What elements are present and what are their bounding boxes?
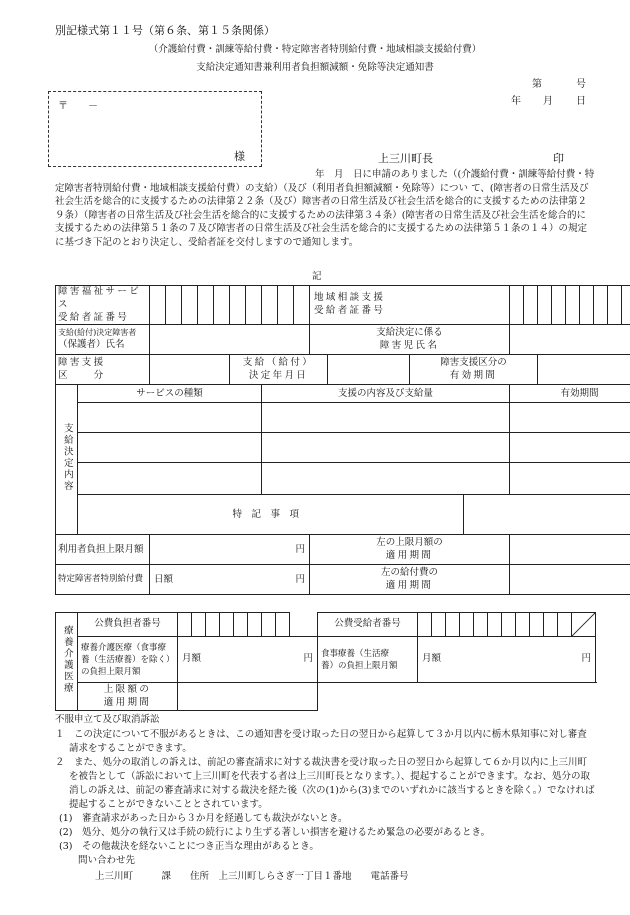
category-valid-period-field[interactable] — [538, 355, 630, 385]
valid-period-cell[interactable] — [510, 463, 630, 495]
recipient-number-digit[interactable] — [166, 286, 182, 325]
valid-period-cell[interactable] — [510, 433, 630, 463]
community-number-digit[interactable] — [594, 286, 608, 325]
community-number-digit[interactable] — [510, 286, 524, 325]
form-subtitle-benefits: （介護給付費・訓練等給付費・特定障害者特別給付費・地域相談支援給付費） — [148, 44, 482, 55]
benefit-period-label: 左の給付費の 適用期間 — [310, 565, 510, 595]
decision-date-label: 支給（給付） 決定年月日 — [230, 355, 328, 385]
recipient-number-digit[interactable] — [230, 286, 246, 325]
table-gap — [290, 613, 318, 637]
daily-amount-label: 日額 — [154, 574, 174, 586]
recipient-address-box — [48, 91, 262, 167]
valid-period-cell[interactable] — [510, 403, 630, 433]
public-recipient-digit[interactable] — [446, 613, 460, 637]
recipient-number-digit[interactable] — [278, 286, 294, 325]
recipient-number-label: 障害福祉サービス 受給者証番号 — [56, 286, 150, 325]
user-limit-label: 利用者負担上限月額 — [56, 535, 150, 565]
recipient-number-digit[interactable] — [198, 286, 214, 325]
unused-slashed-cell — [572, 613, 596, 637]
ki-heading: 記 — [312, 271, 322, 282]
recipient-number-digit[interactable] — [214, 286, 230, 325]
recipient-honorific: 様 — [234, 150, 245, 163]
limit-period-label: 左の上限月額の 適用期間 — [310, 535, 510, 565]
appeal-sub-item: (3) その他裁決を経ないことにつき正当な理由があるとき。 — [59, 841, 319, 852]
public-recipient-digit[interactable] — [474, 613, 488, 637]
form-number: 別記様式第１１号（第６条、第１５条関係） — [55, 24, 275, 37]
support-amount-header: 支援の内容及び支給量 — [262, 385, 510, 403]
special-notes-label: 特記事項 — [78, 495, 464, 535]
child-name-label: 支給決定に係る 障害児氏名 — [310, 325, 510, 355]
support-category-label: 障害支援 区 分 — [56, 355, 150, 385]
service-type-cell[interactable] — [78, 463, 262, 495]
public-recipient-digit[interactable] — [530, 613, 544, 637]
community-number-digit[interactable] — [538, 286, 552, 325]
public-payer-digit[interactable] — [234, 613, 248, 637]
community-number-digit[interactable] — [566, 286, 580, 325]
date-month-label: 月 — [543, 96, 553, 107]
decision-person-name-field[interactable] — [150, 325, 310, 355]
community-number-digit[interactable] — [552, 286, 566, 325]
inquiry-contact-line: 上三川町 課 住所 上三川町しらさぎ一丁目１番地 電話番号 — [95, 871, 409, 882]
valid-period-header: 有効期間 — [510, 385, 630, 403]
special-notes-field[interactable] — [464, 495, 630, 535]
content-vertical-label: 支給決定内容 — [56, 385, 78, 535]
medical-limit-period-field[interactable] — [178, 683, 318, 711]
community-number-digit[interactable] — [622, 286, 630, 325]
community-number-label: 地域相談支援 受給者証番号 — [310, 286, 510, 325]
yen-unit: 円 — [581, 653, 592, 664]
benefit-period-field[interactable] — [510, 565, 630, 595]
yen-unit: 円 — [295, 543, 306, 555]
recipient-number-digit[interactable] — [150, 286, 166, 325]
support-amount-cell[interactable] — [262, 463, 510, 495]
public-recipient-digit[interactable] — [488, 613, 502, 637]
child-name-field[interactable] — [510, 325, 630, 355]
yen-unit: 円 — [295, 574, 306, 586]
medical-limit-period-label: 上限額の 適用期間 — [78, 683, 178, 711]
special-benefit-label: 特定障害者特別給付費 — [56, 565, 150, 595]
monthly-label: 月額 — [182, 653, 202, 664]
decision-date-field[interactable] — [328, 355, 410, 385]
medical-care-table — [55, 612, 596, 711]
public-recipient-digit[interactable] — [432, 613, 446, 637]
medical-limit-field[interactable] — [178, 637, 318, 683]
issuer-name: 上三川町長 — [378, 152, 433, 165]
recipient-number-digit[interactable] — [262, 286, 278, 325]
special-benefit-field[interactable] — [150, 565, 310, 595]
inquiry-label: 問い合わせ先 — [78, 855, 136, 866]
meal-limit-field[interactable] — [418, 637, 596, 683]
appeal-note-item: ２ また、処分の取消しの訴えは、前記の審査請求に対する裁決書を受け取った日の翌日から起算して６か月以内に上三川町を被告として（訴訟において上三川町を代表する者は上三川町長となります。）、提起することができます。なお、処分の取消しの訴えは、前記の審査請求に対する裁決を経た後（次の(1)から(3)までのいずれかに該当するときを除く。）でなければ提起することができないこととされています。 — [55, 757, 595, 810]
category-valid-period-label: 障害支援区分の 有効期間 — [410, 355, 538, 385]
public-recipient-digit[interactable] — [558, 613, 572, 637]
public-payer-digit[interactable] — [192, 613, 206, 637]
appeal-notes — [55, 728, 595, 854]
appeal-note-item: １ この決定について不服があるときは、この通知書を受け取った日の翌日から起算して３か月以内に栃木県知事に対し審査請求をすることができます。 — [55, 729, 587, 754]
service-type-cell[interactable] — [78, 403, 262, 433]
public-payer-digit[interactable] — [276, 613, 290, 637]
date-day-label: 日 — [576, 96, 586, 107]
empty-area — [318, 683, 596, 711]
decision-table — [55, 285, 630, 595]
support-amount-cell[interactable] — [262, 433, 510, 463]
public-payer-digit[interactable] — [248, 613, 262, 637]
public-payer-digit[interactable] — [220, 613, 234, 637]
date-year-label: 年 — [511, 96, 521, 107]
recipient-number-digit[interactable] — [246, 286, 262, 325]
recipient-number-digit[interactable] — [182, 286, 198, 325]
public-recipient-digit[interactable] — [418, 613, 432, 637]
community-number-digit[interactable] — [608, 286, 622, 325]
public-payer-digit[interactable] — [206, 613, 220, 637]
public-recipient-label: 公費受給者番号 — [318, 613, 418, 637]
decision-person-label: 支給(給付)決定障害者 （保護者）氏名 — [56, 325, 150, 355]
postal-dash: － — [88, 101, 98, 112]
support-category-field[interactable] — [150, 355, 230, 385]
form-title: 支給決定通知書兼利用者負担額減額・免除等決定通知書 — [196, 62, 434, 73]
limit-period-field[interactable] — [510, 535, 630, 565]
monthly-label: 月額 — [422, 653, 442, 664]
support-amount-cell[interactable] — [262, 403, 510, 433]
public-payer-label: 公費負担者番号 — [78, 613, 178, 637]
appeal-notes-title: 不服申立て及び取消訴訟 — [55, 714, 160, 725]
medical-vertical-label: 療養介護医療 — [56, 613, 78, 711]
meal-limit-label: 食事療養（生活療 養）の負担上限月額 — [318, 637, 418, 683]
document-number-suffix: 号 — [576, 79, 586, 90]
public-recipient-digit[interactable] — [460, 613, 474, 637]
service-type-header: サービスの種類 — [78, 385, 262, 403]
public-recipient-digit[interactable] — [516, 613, 530, 637]
public-payer-digit[interactable] — [262, 613, 276, 637]
yen-unit: 円 — [303, 653, 313, 664]
appeal-sub-item: (2) 処分、処分の執行又は手続の続行により生ずる著しい損害を避けるため緊急の必要があるとき。 — [59, 827, 491, 838]
notice-body-text: 年 月 日に申請のありました（(介護給付費・訓練等給付費・特定障害者特別給付費・地域相談支援給付費）の支給）（及び（利用者負担額減額・免除等）につい て、(障害者の日常生活及び社会生活を総合的に支援するための法律第２２条（及び）障害者の日常生活及び社会生活を総合的に支援するための法律第２９条）（障害者の日常生活及び社会生活を総合的に支援するための法律第３４条）(障害者の日常生活及び社会生活を総合的に支援するための法律第５１条の７及び障害者の日常生活及び社会生活を総合的に支援するための法律第５１条の１４）の規定に基づき下記のとおり決定し、受給者証を交付しますので通知します。 — [55, 169, 595, 248]
public-recipient-digit[interactable] — [502, 613, 516, 637]
medical-limit-label: 療養介護医療（食事療 養（生活療養）を除く） の負担上限月額 — [78, 637, 178, 683]
community-number-digit[interactable] — [524, 286, 538, 325]
document-number-label: 第 — [532, 79, 542, 90]
community-number-digit[interactable] — [580, 286, 594, 325]
seal-label: 印 — [553, 152, 564, 165]
public-payer-digit[interactable] — [178, 613, 192, 637]
service-type-cell[interactable] — [78, 433, 262, 463]
appeal-sub-item: (1) 審査請求があった日から３か月を経過しても裁決がないとき。 — [59, 813, 348, 824]
public-recipient-digit[interactable] — [544, 613, 558, 637]
postal-mark: 〒 — [58, 101, 68, 112]
recipient-number-digit[interactable] — [294, 286, 310, 325]
user-limit-field[interactable] — [150, 535, 310, 565]
